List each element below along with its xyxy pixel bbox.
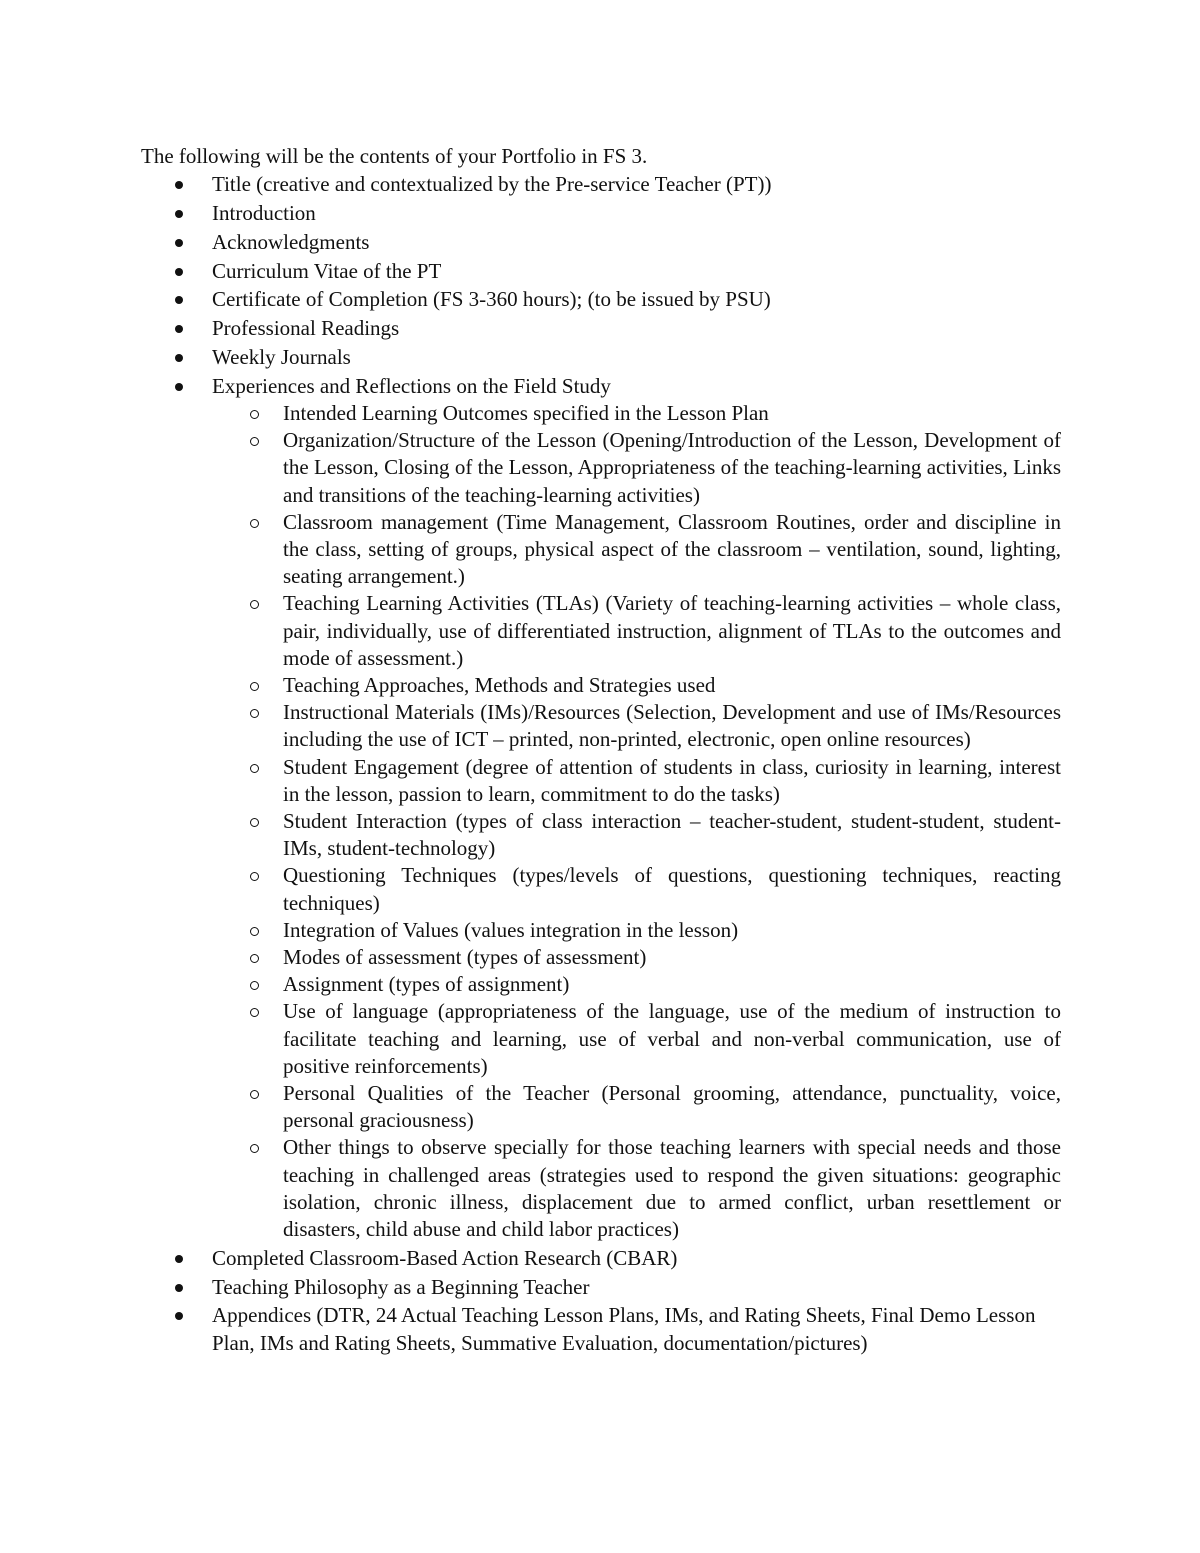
list-item [141,286,1061,313]
hollow-bullet-icon [250,954,259,963]
hollow-bullet-icon [250,1008,259,1017]
bullet-icon [175,325,183,333]
sub-list-item [141,971,1061,998]
hollow-bullet-icon [250,410,259,419]
list-item-text: Acknowledgments [212,229,370,254]
hollow-bullet-icon [250,1090,259,1099]
sub-list-item-text: Instructional Materials (IMs)/Resources (Selection, Development and use of IMs/Resources including the use of ICT – printed, non-printed, electronic, open online resources) [283,700,1061,752]
bullet-icon [175,181,183,189]
sub-list-item [141,998,1061,1080]
list-item [141,171,1061,198]
list-item-text: Weekly Journals [212,344,351,369]
list-item-text: Title (creative and contextualized by the Pre-service Teacher (PT)) [212,172,772,197]
bullet-icon [175,354,183,362]
sub-list-item [141,699,1061,753]
list-item [141,258,1061,285]
sub-list-item-text: Integration of Values (values integration in the lesson) [283,917,739,942]
sub-list-item-text: Use of language (appropriateness of the language, use of the medium of instruction to facilitate teaching and learning, use of verbal and non-verbal communication, use of positive reinforcements) [283,999,1061,1078]
sub-list-item [141,590,1061,672]
list-item [141,344,1061,371]
sub-list-item [141,1080,1061,1134]
sub-list-item-text: Personal Qualities of the Teacher (Personal grooming, attendance, punctuality, voice, personal graciousness) [283,1081,1061,1133]
sub-list-item-text: Teaching Approaches, Methods and Strategies used [283,673,716,698]
list-item-text: Certificate of Completion (FS 3-360 hours); (to be issued by PSU) [212,287,771,312]
list-item [141,1302,1061,1356]
sub-list-item [141,672,1061,699]
hollow-bullet-icon [250,709,259,718]
hollow-bullet-icon [250,600,259,609]
bullet-icon [175,1255,183,1263]
sub-list-item-text: Teaching Learning Activities (TLAs) (Variety of teaching-learning activities – whole class, pair, individually, use of differentiated instruction, alignment of TLAs to the outcomes and mode of assessment.) [283,591,1061,670]
sub-list-item-text: Student Interaction (types of class interaction – teacher-student, student-student, student-IMs, student-technology) [283,809,1061,861]
sub-list-item [141,808,1061,862]
sub-list-item-text: Modes of assessment (types of assessment) [283,945,647,970]
hollow-bullet-icon [250,437,259,446]
hollow-bullet-icon [250,682,259,691]
bullet-icon [175,383,183,391]
sub-list-item [141,862,1061,916]
sub-list-item [141,754,1061,808]
sub-list-item [141,427,1061,509]
sub-list-item [141,944,1061,971]
bullet-icon [175,268,183,276]
sub-list-item-text: Classroom management (Time Management, Classroom Routines, order and discipline in the class, setting of groups, physical aspect of the classroom – ventilation, sound, lighting, seating arrangement.) [283,509,1061,589]
sub-list-item [141,509,1061,591]
bullet-icon [175,239,183,247]
sub-list-item-text: Organization/Structure of the Lesson (Opening/Introduction of the Lesson, Development of the Lesson, Closing of the Lesson, Appropriateness of the teaching-learning activities, Links and transitions of the teaching-learning activities) [283,428,1061,507]
sub-list-item-text: Questioning Techniques (types/levels of questions, questioning techniques, reacting techniques) [283,863,1061,915]
list-item-text: Professional Readings [212,316,400,341]
sub-list-item-text: Assignment (types of assignment) [283,972,570,997]
hollow-bullet-icon [250,1144,259,1153]
bullet-icon [175,296,183,304]
list-item-text: Teaching Philosophy as a Beginning Teacher [212,1274,590,1299]
hollow-bullet-icon [250,818,259,827]
sub-list-item-text: Student Engagement (degree of attention of students in class, curiosity in learning, interest in the lesson, passion to learn, commitment to do the tasks) [283,754,1061,806]
list-item-experiences [141,373,1061,1244]
portfolio-contents-list [141,171,1061,1357]
hollow-bullet-icon [250,764,259,773]
list-item-text: Experiences and Reflections on the Field Study [212,373,611,398]
list-item-text: Curriculum Vitae of the PT [212,258,442,283]
list-item [141,1274,1061,1301]
experiences-sub-list [212,400,1061,1243]
list-item [141,1245,1061,1272]
hollow-bullet-icon [250,927,259,936]
list-item-text: Completed Classroom-Based Action Research (CBAR) [212,1245,678,1270]
bullet-icon [175,210,183,218]
bullet-icon [175,1312,183,1320]
list-item-text: Introduction [212,201,316,225]
list-item [141,315,1061,342]
list-item [141,200,1061,227]
list-item [141,229,1061,256]
sub-list-item [141,917,1061,944]
hollow-bullet-icon [250,872,259,881]
sub-list-item-text: Other things to observe specially for those teaching learners with special needs and those teaching in challenged areas (strategies used to respond the given situations: geographic isolation, chronic illness, displacement due to armed conflict, urban resettlement or disasters, child abuse and child labor practices) [283,1135,1061,1242]
document-content [141,143,1061,1358]
intro-paragraph: The following will be the contents of your Portfolio in FS 3. [141,144,648,168]
hollow-bullet-icon [250,519,259,528]
bullet-icon [175,1284,183,1292]
hollow-bullet-icon [250,981,259,990]
sub-list-item [141,1134,1061,1243]
sub-list-item-text: Intended Learning Outcomes specified in the Lesson Plan [283,400,769,425]
sub-list-item [141,400,1061,427]
list-item-text: Appendices (DTR, 24 Actual Teaching Lesson Plans, IMs, and Rating Sheets, Final Demo Lesson Plan, IMs and Rating Sheets, Summative Evaluation, documentation/pictures) [212,1303,1036,1355]
